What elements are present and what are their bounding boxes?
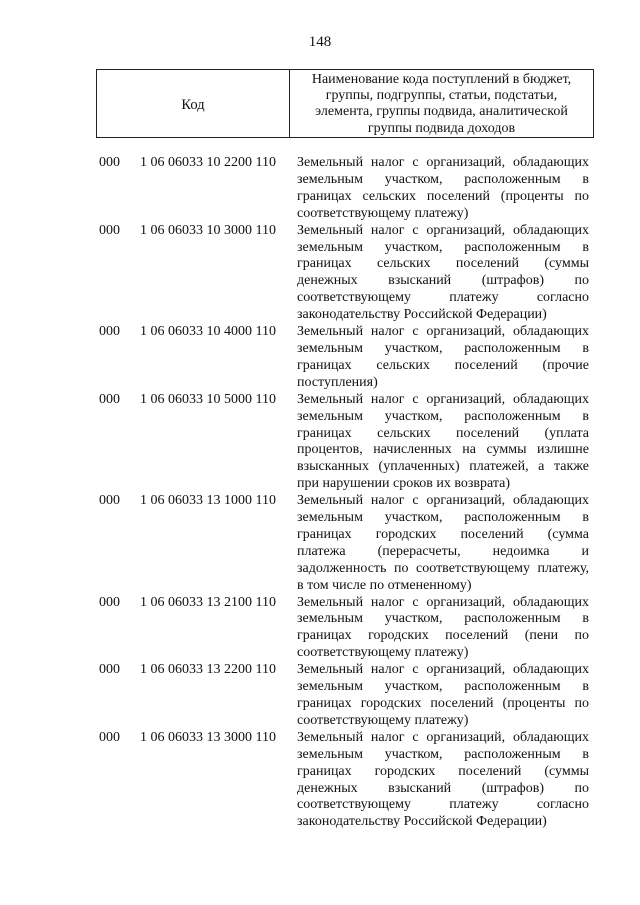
table-row bbox=[0, 595, 640, 663]
revenue-code: 1 06 06033 13 3000 110 bbox=[140, 729, 276, 745]
description-line: границах городских поселений (проценты по bbox=[297, 696, 589, 711]
description-line: границах сельских поселений (суммы bbox=[297, 256, 589, 272]
description-line: при нарушении сроков их возврата) bbox=[297, 476, 511, 492]
description-line: границах сельских поселений (уплата bbox=[297, 425, 589, 441]
revenue-description bbox=[297, 493, 589, 594]
description-line: процентов, начисленных на суммы излишне bbox=[297, 442, 589, 458]
admin-code: 000 bbox=[99, 493, 120, 509]
description-line: законодательству Российской Федерации) bbox=[297, 307, 547, 323]
description-line: взысканных (уплаченных) платежей, а также bbox=[297, 459, 589, 475]
revenue-description bbox=[297, 595, 589, 663]
admin-code: 000 bbox=[99, 662, 120, 678]
description-line: Земельный налог с организаций, обладающих bbox=[297, 324, 589, 340]
description-line: границах городских поселений (суммы bbox=[297, 763, 589, 779]
table-row bbox=[0, 493, 640, 594]
description-line: Земельный налог с организаций, обладающих bbox=[297, 155, 589, 170]
description-line: Земельный налог с организаций, обладающих bbox=[297, 391, 589, 407]
description-line: земельным участком, расположенным в bbox=[297, 408, 589, 424]
header-name-line: группы подвида доходов bbox=[367, 120, 516, 136]
header-name-line: элемента, группы подвида, аналитической bbox=[315, 104, 568, 120]
header-name-cell bbox=[290, 70, 593, 137]
page-number: 148 bbox=[308, 34, 332, 50]
revenue-code: 1 06 06033 10 2200 110 bbox=[140, 155, 276, 170]
description-line: соответствующему платежу) bbox=[297, 712, 469, 728]
admin-code: 000 bbox=[99, 155, 120, 170]
revenue-description bbox=[297, 730, 589, 831]
header-name-line: Наименование кода поступлений в бюджет, bbox=[311, 72, 572, 87]
description-line: Земельный налог с организаций, обладающих bbox=[297, 493, 589, 509]
admin-code: 000 bbox=[99, 391, 120, 407]
description-line: законодательству Российской Федерации) bbox=[297, 814, 547, 830]
revenue-description bbox=[297, 324, 589, 392]
description-line: земельным участком, расположенным в bbox=[297, 340, 589, 356]
admin-code: 000 bbox=[99, 324, 120, 340]
table-row bbox=[0, 730, 640, 831]
description-line: платежа (перерасчеты, недоимка и bbox=[297, 543, 589, 559]
table-row bbox=[0, 662, 640, 730]
description-line: границах городских поселений (сумма bbox=[297, 526, 589, 542]
description-line: соответствующему платежу) bbox=[297, 205, 469, 221]
admin-code: 000 bbox=[99, 729, 120, 745]
revenue-description bbox=[297, 662, 589, 730]
revenue-code: 1 06 06033 13 1000 110 bbox=[140, 493, 276, 509]
description-line: соответствующему платежу) bbox=[297, 645, 469, 661]
revenue-code: 1 06 06033 10 3000 110 bbox=[140, 222, 276, 238]
description-line: Земельный налог с организаций, обладающих bbox=[297, 729, 589, 745]
description-line: в том числе по отмененному) bbox=[297, 577, 472, 593]
description-line: денежных взысканий (штрафов) по bbox=[297, 780, 589, 796]
description-line: границах городских поселений (пени по bbox=[297, 628, 589, 644]
description-line: поступления) bbox=[297, 374, 378, 390]
description-line: земельным участком, расположенным в bbox=[297, 611, 589, 627]
description-line: Земельный налог с организаций, обладающих bbox=[297, 594, 589, 610]
description-line: соответствующему платежу согласно bbox=[297, 797, 589, 813]
revenue-code: 1 06 06033 13 2100 110 bbox=[140, 594, 276, 610]
revenue-description bbox=[297, 392, 589, 493]
header-name-line: группы, подгруппы, статьи, подстатьи, bbox=[325, 88, 558, 104]
revenue-code: 1 06 06033 10 4000 110 bbox=[140, 324, 276, 340]
description-line: земельным участком, расположенным в bbox=[297, 679, 589, 695]
description-line: денежных взысканий (штрафов) по bbox=[297, 273, 589, 289]
revenue-description bbox=[297, 155, 589, 223]
header-code-label: Код bbox=[97, 70, 290, 137]
description-line: земельным участком, расположенным в bbox=[297, 239, 589, 255]
table-header bbox=[96, 69, 594, 138]
description-line: границах сельских поселений (прочие bbox=[297, 357, 589, 373]
description-line: соответствующему платежу согласно bbox=[297, 290, 589, 306]
table-row bbox=[0, 324, 640, 392]
table-row bbox=[0, 155, 640, 223]
table-row bbox=[0, 392, 640, 493]
table-row bbox=[0, 223, 640, 324]
description-line: задолженность по соответствующему платежу, bbox=[297, 560, 589, 576]
code-table-body bbox=[0, 155, 640, 831]
description-line: Земельный налог с организаций, обладающих bbox=[297, 662, 589, 678]
revenue-description bbox=[297, 223, 589, 324]
description-line: земельным участком, расположенным в bbox=[297, 171, 589, 187]
description-line: Земельный налог с организаций, обладающих bbox=[297, 222, 589, 238]
revenue-code: 1 06 06033 13 2200 110 bbox=[140, 662, 276, 678]
admin-code: 000 bbox=[99, 594, 120, 610]
revenue-code: 1 06 06033 10 5000 110 bbox=[140, 391, 276, 407]
admin-code: 000 bbox=[99, 222, 120, 238]
description-line: земельным участком, расположенным в bbox=[297, 746, 589, 762]
description-line: земельным участком, расположенным в bbox=[297, 510, 589, 526]
description-line: границах сельских поселений (проценты по bbox=[297, 188, 589, 204]
